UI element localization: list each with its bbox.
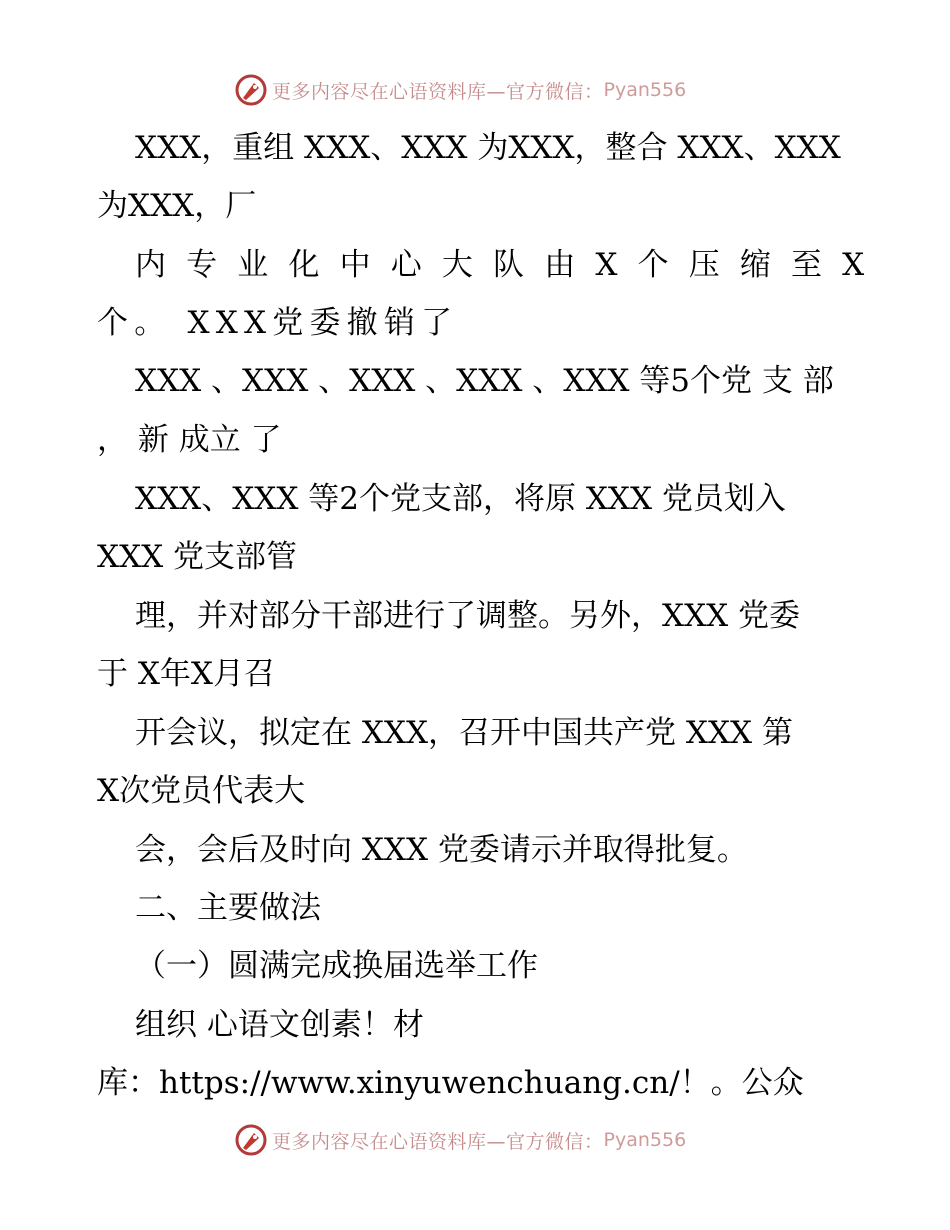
section-heading: 二、主要做法 — [135, 890, 321, 926]
paragraph-line: 会，会后及时向 XXX 党委请示并取得批复。 — [135, 832, 748, 868]
paragraph-line: 个。 XXX党委撤销了 — [97, 305, 459, 341]
subsection-heading: （一）圆满完成换届选举工作 — [135, 948, 538, 984]
paragraph-line: XXX、XXX 等2个党支部，将原 XXX 党员划入 — [135, 481, 786, 517]
paragraph-line: 开会议，拟定在 XXX，召开中国共产党 XXX 第 — [135, 715, 793, 751]
watermark-text: 更多内容尽在心语资料库—官方微信： — [272, 1130, 604, 1153]
paragraph-line: 为XXX，厂 — [97, 188, 257, 224]
footer-watermark — [234, 1122, 734, 1158]
paragraph-line: X次党员代表大 — [97, 773, 306, 809]
paragraph-line: XXX 党支部管 — [97, 539, 298, 575]
paragraph-line: 库：https://www.xinyuwenchuang.cn/！。公众 — [97, 1065, 804, 1101]
paragraph-line: 理，并对部分干部进行了调整。另外，XXX 党委 — [135, 598, 801, 634]
watermark-account: Pyan556 — [603, 79, 687, 101]
paragraph-line: 内专业化中心大队由X个压缩至X — [135, 247, 885, 283]
paragraph-line: XXX，重组 XXX、XXX 为XXX，整合 XXX、XXX — [135, 130, 841, 166]
watermark-account: Pyan556 — [603, 1129, 687, 1151]
paragraph-line: XXX 、XXX 、XXX 、XXX 、XXX 等5个党 支 部 — [135, 363, 834, 399]
paragraph-line: ， 新 成立 了 — [97, 422, 282, 458]
paragraph-line: 组织 心语文创素！材 — [135, 1007, 424, 1043]
pen-nib-circle-icon — [234, 1123, 268, 1157]
watermark-text: 更多内容尽在心语资料库—官方微信： — [272, 80, 604, 103]
paragraph-line: 于 X年X月召 — [97, 656, 275, 692]
